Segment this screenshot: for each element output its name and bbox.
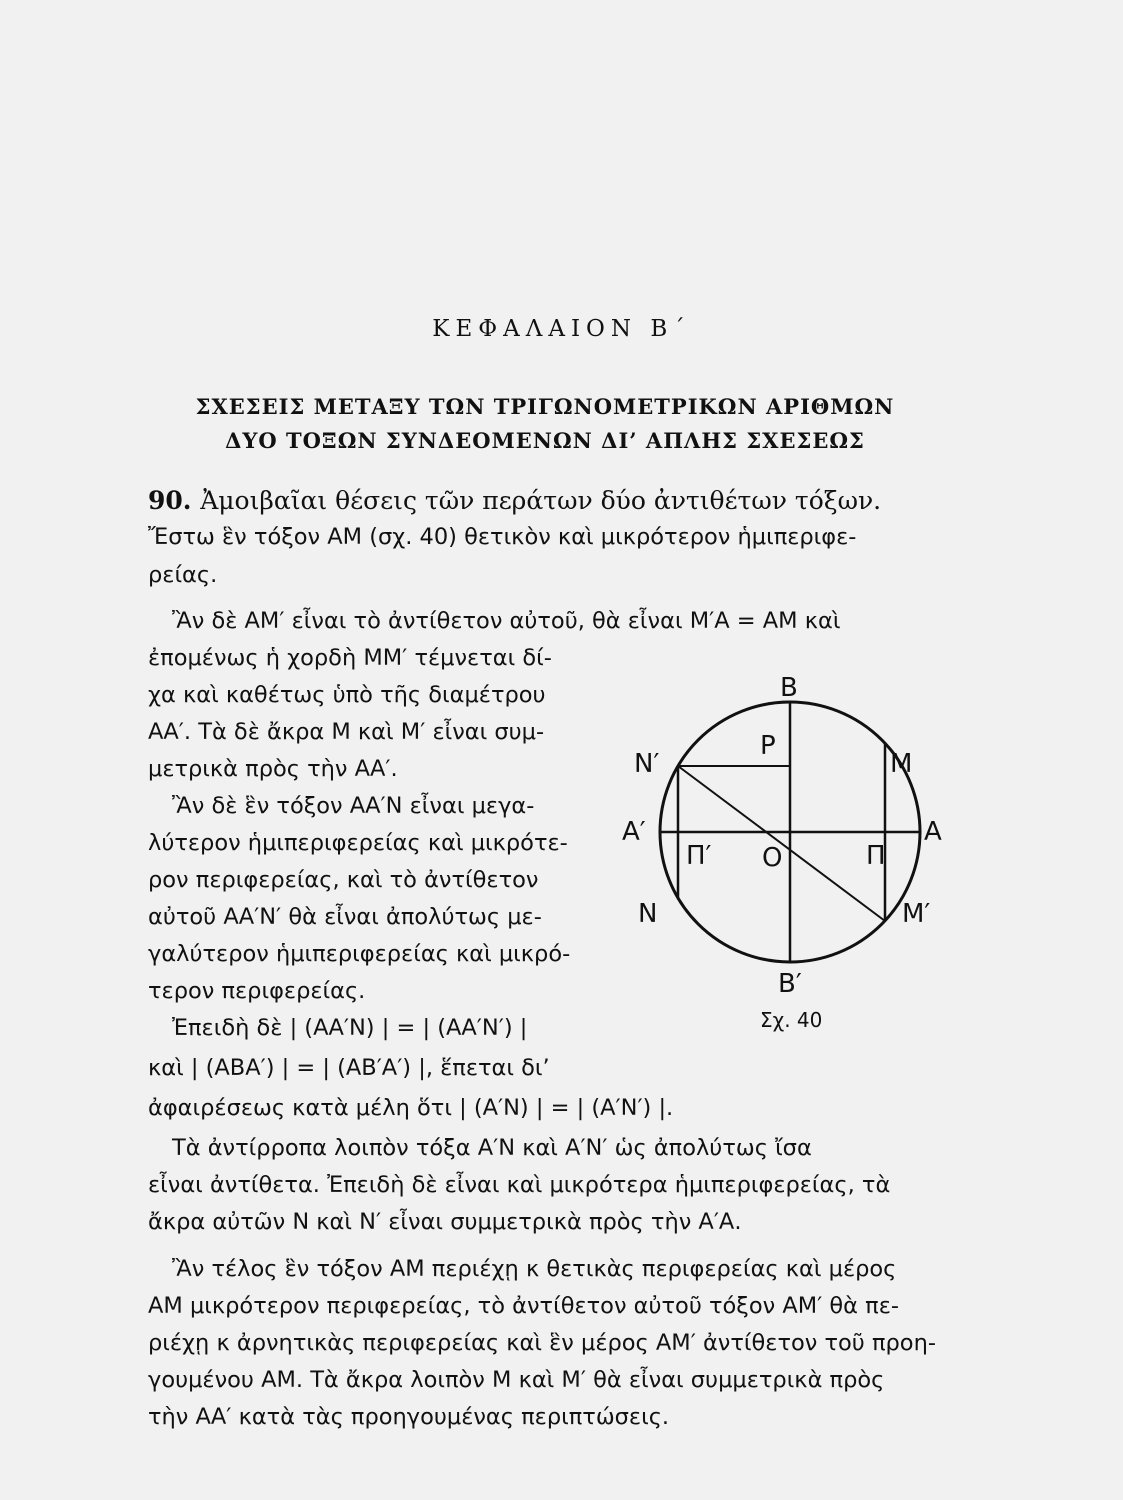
text-line: ἐπομένως ἡ χορδὴ ΜΜ′ τέμνεται δί- [148,645,552,671]
label-a: Α [924,817,942,847]
section-title-line: ΣΧΕΣΕΙΣ ΜΕΤΑΞΥ ΤΩΝ ΤΡΙΓΩΝΟΜΕΤΡΙΚΩΝ ΑΡΙΘΜΩΝ [195,394,895,419]
text-line: ΑΜ μικρότερον περιφερείας, τὸ ἀντίθετον αὐτοῦ τόξον ΑΜ′ θὰ πε- [148,1293,899,1319]
text-line: Ἐπειδὴ δὲ | (ΑΑ′Ν) | = | (ΑΑ′Ν′) | [172,1015,528,1041]
text-line: ΑΑ′. Τὰ δὲ ἄκρα Μ καὶ Μ′ εἶναι συμ- [148,719,545,745]
text-line: τὴν ΑΑ′ κατὰ τὰς προηγουμένας περιπτώσεις. [148,1404,670,1430]
text-line: ρον περιφερείας, καὶ τὸ ἀντίθετον [148,867,539,893]
text-line: Ἔστω ἓν τόξον ΑΜ (σχ. 40) θετικὸν καὶ μικρότερον ἡμιπεριφε- [148,524,857,550]
label-n-prime: Ν′ [634,749,660,779]
paragraph-title: Ἀμοιβαῖαι θέσεις τῶν περάτων δύο ἀντιθέτων τόξων. [200,486,882,515]
text-line: Τὰ ἀντίρροπα λοιπὸν τόξα Α′Ν καὶ Α′Ν′ ὡς ἀπολύτως ἴσα [172,1135,812,1161]
text-line: λύτερον ἡμιπεριφερείας καὶ μικρότε- [148,830,568,856]
label-m-prime: Μ′ [902,899,931,929]
text-line: Ἂν δὲ ΑΜ′ εἶναι τὸ ἀντίθετον αὐτοῦ, θὰ εἶναι Μ′Α = ΑΜ καὶ [172,608,841,634]
label-b: Β [780,673,798,703]
chapter-heading: ΚΕΦΑΛΑΙΟΝ Β΄ [432,316,691,342]
figure-40 [610,660,950,1000]
label-b-prime: Β′ [778,969,802,999]
text-line: ρείας. [148,562,218,588]
label-o: Ο [762,843,783,873]
text-line: μετρικὰ πρὸς τὴν ΑΑ′. [148,756,398,782]
text-line: χα καὶ καθέτως ὑπὸ τῆς διαμέτρου [148,682,546,708]
label-p: Ρ [760,731,776,761]
section-title [130,390,960,458]
text-line: καὶ | (ΑΒΑ′) | = | (ΑΒ′Α′) |, ἕπεται δι’ [148,1055,550,1081]
figure-caption: Σχ. 40 [760,1008,823,1032]
text-line: ἄκρα αὐτῶν Ν καὶ Ν′ εἶναι συμμετρικὰ πρὸς τὴν Α′Α. [148,1209,742,1235]
label-a-prime: Α′ [622,817,646,847]
label-pi: Π [866,841,886,871]
text-line: ἀφαιρέσεως κατὰ μέλη ὅτι | (Α′Ν) | = | (Α′Ν′) |. [148,1095,674,1121]
text-line: ριέχῃ κ ἀρνητικὰς περιφερείας καὶ ἓν μέρος ΑΜ′ ἀντίθετον τοῦ προη- [148,1330,936,1356]
text-line: εἶναι ἀντίθετα. Ἐπειδὴ δὲ εἶναι καὶ μικρότερα ἡμιπεριφερείας, τὰ [148,1172,891,1198]
text-line: Ἂν τέλος ἓν τόξον ΑΜ περιέχῃ κ θετικὰς περιφερείας καὶ μέρος [172,1256,897,1282]
text-line: γουμένου ΑΜ. Τὰ ἄκρα λοιπὸν Μ καὶ Μ′ θὰ εἶναι συμμετρικὰ πρὸς [148,1367,885,1393]
text-line: αὐτοῦ ΑΑ′Ν′ θὰ εἶναι ἀπολύτως με- [148,904,542,930]
label-n: Ν [638,899,658,929]
paragraph-number: 90. [148,486,192,515]
paragraph-heading [148,486,881,515]
text-line: γαλύτερον ἡμιπεριφερείας καὶ μικρό- [148,941,571,967]
text-line: τερον περιφερείας. [148,978,366,1004]
text-line: Ἂν δὲ ἓν τόξον ΑΑ′Ν εἶναι μεγα- [172,793,535,819]
label-pi-prime: Π′ [686,841,712,871]
label-m: Μ [890,749,913,779]
section-title-line: ΔΥΟ ΤΟΞΩΝ ΣΥΝΔΕΟΜΕΝΩΝ ΔΙ’ ΑΠΛΗΣ ΣΧΕΣΕΩΣ [225,428,865,453]
